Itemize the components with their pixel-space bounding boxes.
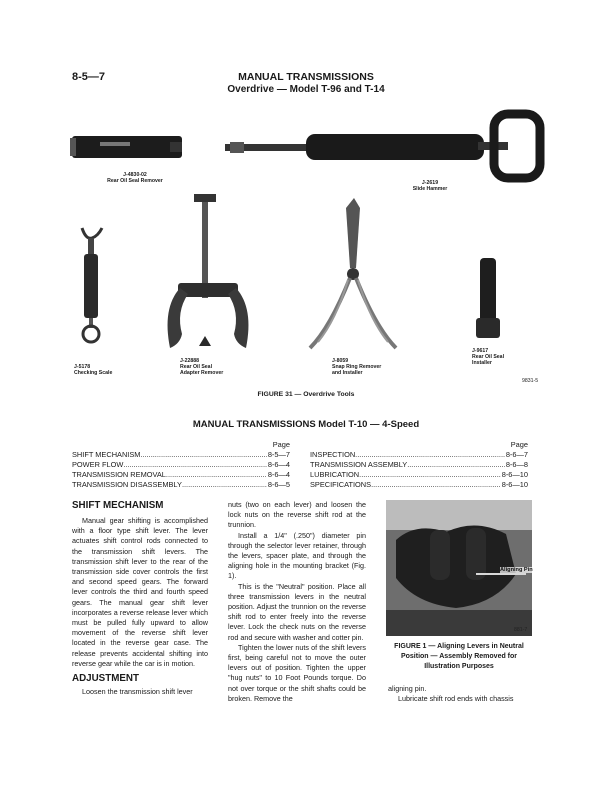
toc-row[interactable]: TRANSMISSION REMOVAL ..... 8-6—4 — [72, 470, 290, 480]
label-oil-seal-remover: J-4830-02 Rear Oil Seal Remover — [107, 172, 163, 184]
slide-hammer-tool — [225, 114, 540, 178]
toc-row[interactable]: TRANSMISSION DISASSEMBLY ..... 8-6—5 — [72, 480, 290, 490]
section-title: MANUAL TRANSMISSIONS Model T-10 — 4-Speed — [192, 419, 420, 430]
toc-row[interactable]: INSPECTION ..... 8-6—7 — [310, 450, 528, 460]
toc-page-heading: Page — [510, 440, 528, 449]
toc-row[interactable]: SHIFT MECHANISM ..... 8-5—7 — [72, 450, 290, 460]
toc-row[interactable]: POWER FLOW ..... 8-6—4 — [72, 460, 290, 470]
snap-ring-pliers-tool — [310, 198, 396, 348]
shift-mechanism-heading: SHIFT MECHANISM — [72, 500, 164, 511]
oil-seal-remover-tool — [70, 136, 182, 158]
label-oil-seal-installer: J-9617 Rear Oil Seal Installer — [472, 348, 505, 366]
toc-page-heading: Page — [272, 440, 290, 449]
figure1-caption: FIGURE 1 — Aligning Levers in Neutral Position — Assembly Removed for Illustration Purposes — [394, 643, 524, 670]
figure31-caption: FIGURE 31 — Overdrive Tools — [257, 391, 355, 398]
shift-mechanism-text: Manual gear shifting is accomplished with a floor type shift lever. The lever actuates shift control rods connected to the transmission shift levers. The transmission shift lever to the rear of the transmission side cover controls the first and second speed gears. The forward lever controls the third and fourth speed gears. The manual gear shift lever incorporates a reverse release lever which must be pulled fully upward to allow movement of the reverse shift lever located in the reverse gear case. The release prevents accidental shifting into reverse gear while the car is in motion. — [72, 516, 208, 668]
adjustment-heading: ADJUSTMENT — [72, 673, 139, 685]
checking-scale-tool — [82, 228, 102, 342]
toc-row[interactable]: SPECIFICATIONS ..... 8-6—10 — [310, 480, 528, 490]
figure31-ref-code: 9831-5 — [522, 378, 539, 384]
label-adapter-remover: J-22888 Rear Oil Seal Adapter Remover — [180, 358, 224, 376]
toc-row[interactable]: LUBRICATION ..... 8-6—10 — [310, 470, 528, 480]
toc-row[interactable]: TRANSMISSION ASSEMBLY ..... 8-6—8 — [310, 460, 528, 470]
column-1 — [72, 500, 208, 697]
figure1-ref-code: 881-7 — [514, 627, 528, 633]
overdrive-tools-illustration — [60, 98, 560, 388]
toc-right — [310, 440, 528, 490]
toc-left — [72, 440, 290, 490]
header-subtitle: Overdrive — Model T-96 and T-14 — [227, 84, 385, 95]
aligning-pin-label: Aligning Pin — [500, 567, 533, 573]
label-snap-ring-remover: J-8059 Snap Ring Remover and Installer — [332, 358, 382, 376]
column-3-text: aligning pin. Lubricate shift rod ends with chassis — [388, 684, 514, 704]
header-title: MANUAL TRANSMISSIONS — [238, 71, 374, 83]
page-number: 8-5—7 — [72, 71, 106, 83]
adapter-remover-tool — [168, 194, 249, 348]
label-slide-hammer: J-2619 Slide Hammer — [412, 180, 448, 192]
oil-seal-installer-tool — [476, 258, 500, 338]
label-checking-scale: J-5178 Checking Scale — [74, 364, 113, 376]
adjustment-text: Loosen the transmission shift lever — [82, 687, 193, 697]
column-2: nuts (two on each lever) and loosen the lock nuts on the reverse shift rod at the trunnion. Install a 1/4" (.250") diameter pin through the selector lever retainer, through the levers, spacer plate, and through the aligning hole in the mounting bracket (Fig. 1). This is the "Neutral" position. Place all three transmission levers in the neutral position. Adjust the trunnion on the reverse shift rod to enter freely into the reverse lever. Lock the check nuts on the reverse rod and secure with washer and cotter pin. Tighten the lower nuts of the shift levers first, being careful not to move the outer levers out of position. Tighten the upper "hug nuts" to 10 Foot Pounds torque. Do not over torque or the shift shafts could be broken. Remove the — [228, 500, 366, 703]
